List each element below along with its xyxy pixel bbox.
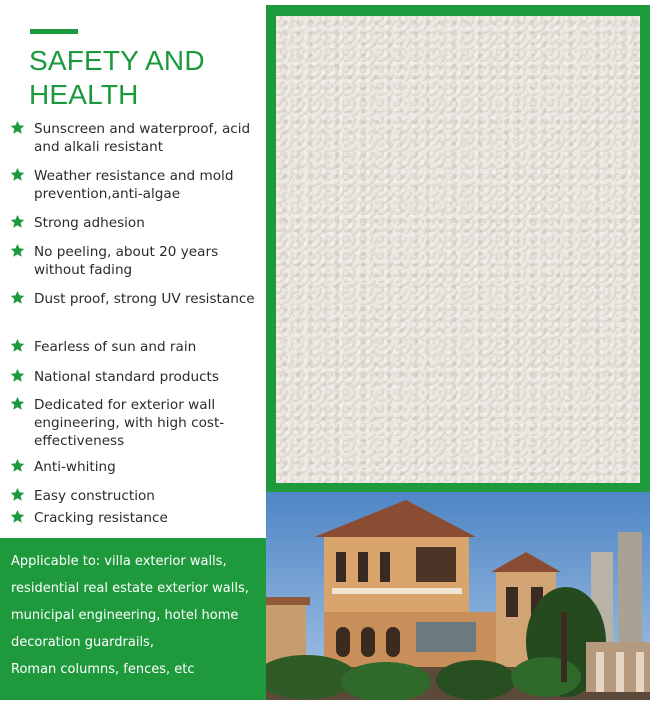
feature-item [10, 120, 265, 156]
applicable-line: municipal engineering, hotel home [11, 608, 239, 623]
feature-item [10, 243, 265, 279]
applicable-line: Roman columns, fences, etc [11, 662, 195, 677]
applicable-panel [0, 538, 266, 700]
feature-item [10, 509, 265, 527]
feature-item [10, 338, 265, 356]
applicable-line: Applicable to: villa exterior walls, [11, 554, 227, 569]
star-icon [10, 509, 28, 527]
applicable-line: residential real estate exterior walls, [11, 581, 249, 596]
feature-text: Easy construction [34, 488, 155, 504]
star-icon [10, 338, 28, 356]
feature-text: Weather resistance and mold prevention,anti-algae [34, 168, 234, 202]
feature-text: Dedicated for exterior wall engineering, with high cost-effectiveness [34, 397, 225, 449]
feature-item [10, 368, 265, 386]
star-icon [10, 167, 28, 185]
feature-text: No peeling, about 20 years without fading [34, 244, 219, 278]
star-icon [10, 368, 28, 386]
texture-sample-frame [266, 5, 650, 492]
star-icon [10, 290, 28, 308]
feature-list [0, 0, 265, 535]
page-title: SAFETY AND HEALTH [29, 45, 205, 110]
feature-item [10, 396, 265, 450]
star-icon [10, 214, 28, 232]
feature-text: Dust proof, strong UV resistance [34, 291, 255, 307]
feature-item [10, 458, 265, 476]
applicable-line: decoration guardrails, [11, 635, 154, 650]
feature-text: Sunscreen and waterproof, acid and alkali resistant [34, 121, 251, 155]
feature-item [10, 487, 265, 505]
stone-paint-texture-image [276, 16, 640, 483]
star-icon [10, 120, 28, 138]
feature-text: Cracking resistance [34, 510, 168, 526]
villa-building-photo [266, 492, 650, 702]
star-icon [10, 458, 28, 476]
star-icon [10, 396, 28, 414]
star-icon [10, 487, 28, 505]
feature-item [10, 214, 265, 232]
feature-item [10, 290, 265, 308]
feature-text: Strong adhesion [34, 215, 145, 231]
feature-item [10, 167, 265, 203]
feature-text: National standard products [34, 369, 219, 385]
feature-text: Fearless of sun and rain [34, 339, 197, 355]
feature-text: Anti-whiting [34, 459, 116, 475]
bottom-margin [0, 700, 650, 709]
star-icon [10, 243, 28, 261]
